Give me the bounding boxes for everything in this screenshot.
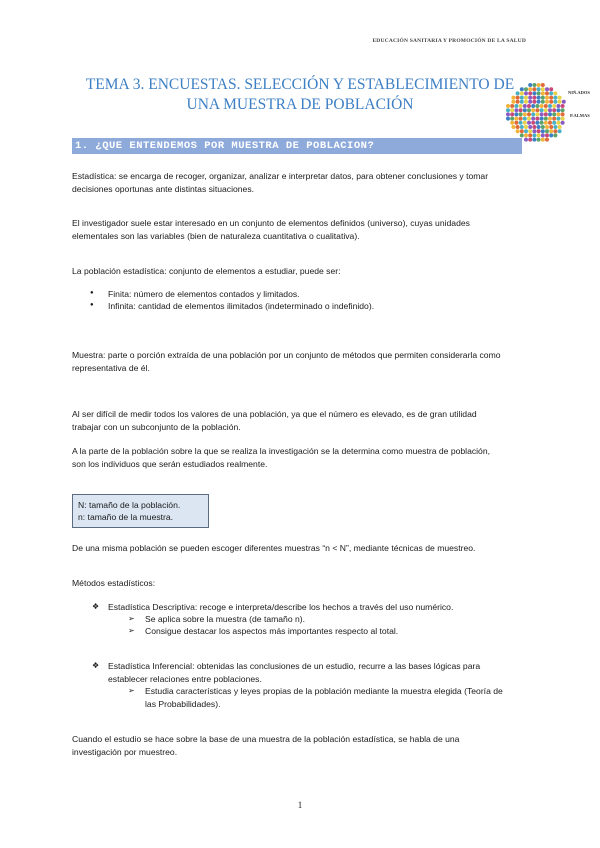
logo-dot [553,96,557,100]
text-line: Muestra: parte o porción extraída de una población por un conjunto de métodos que permiten considerarla como [72,350,501,360]
logo-dot [562,100,566,104]
list-item-inf-sub1 [145,685,530,710]
logo-dot [549,133,553,137]
logo-dot [519,121,523,125]
text-line: Estadística Inferencial: obtenidas las conclusiones de un estudio, recurre a las bases lógicas para [108,661,481,671]
arrow-bullet-icon: ➢ [128,614,135,623]
logo-dot [548,108,552,112]
logo-dot [552,112,556,116]
logo-dot [519,108,523,112]
paragraph-parte [72,445,532,470]
logo-dot [520,133,524,137]
logo-dot [514,121,518,125]
text-line: trabajar con un subconjunto de la población. [72,421,241,432]
logo-dot [524,138,528,142]
logo-dot [532,138,536,142]
logo-dot [520,129,524,133]
list-item-desc-sub2: Consigue destacar los aspectos más importantes respecto al total. [145,626,399,636]
text-line: A la parte de la población sobre la que se realiza la investigación se la determina como muestra de población, [72,446,491,456]
logo-dot [553,129,557,133]
logo-dot [553,91,557,95]
text-line: El investigador suele estar interesado en un conjunto de elementos definidos (universo), cuyas unidades [72,218,470,228]
logo-dot [510,117,514,121]
logo-dot [523,104,527,108]
logo-dot [528,100,532,104]
logo-dot [544,104,548,108]
logo-dot [549,129,553,133]
logo-dot [541,83,545,87]
logo-dot [532,133,536,137]
logo-dot [511,96,515,100]
logo-dot [516,100,520,104]
logo-dot [524,129,528,133]
logo-dot [535,121,539,125]
logo-dot [537,133,541,137]
logo-dot [535,108,539,112]
logo-dot [553,133,557,137]
logo-dot [516,125,520,129]
arrow-bullet-icon: ➢ [128,626,135,635]
logo-dot [541,91,545,95]
logo-dot [514,117,518,121]
definition-box [72,494,209,528]
text-line: Al ser difícil de medir todos los valores de una población, ya que el número es elevado, es de gran utilidad [72,409,477,419]
paragraph-metodos: Métodos estadísticos: [72,578,156,588]
diamond-bullet-icon: ❖ [92,602,100,611]
logo-dot [535,117,539,121]
page-title [80,75,520,115]
logo-dot [561,108,565,112]
logo-dot [532,83,536,87]
logo-dot [544,121,548,125]
logo-dot [523,117,527,121]
logo-dot [541,96,545,100]
logo-dot [506,108,510,112]
logo-dot [545,129,549,133]
definition-line-n: n: tamaño de la muestra. [78,512,174,522]
logo-dot [561,104,565,108]
logo [505,82,567,144]
arrow-bullet-icon: ➢ [128,686,135,695]
logo-dot [561,112,565,116]
text-line: Estadística: se encarga de recoger, organizar, analizar e interpretar datos, para obtener conclusiones y tomar [72,171,489,181]
logo-dot [528,87,532,91]
logo-dot [549,125,553,129]
section-heading-bar [72,138,522,154]
running-header: EDUCACIÓN SANITARIA Y PROMOCIÓN DE LA SALUD [372,38,526,44]
logo-dot [528,96,532,100]
paragraph-estadistica [72,170,532,195]
logo-dot [516,91,520,95]
logo-dot [552,121,556,125]
logo-dot [552,117,556,121]
logo-dot [523,108,527,112]
logo-dot [552,108,556,112]
logo-dot [524,91,528,95]
logo-dot [537,129,541,133]
logo-dot [544,108,548,112]
logo-dot [549,96,553,100]
logo-dot [548,117,552,121]
logo-dot [511,125,515,129]
logo-dot [510,112,514,116]
logo-dot [545,100,549,104]
logo-dot [556,108,560,112]
paragraph-investigador [72,217,532,242]
logo-dot [531,121,535,125]
logo-dot [524,87,528,91]
logo-dot [540,121,544,125]
logo-dot [510,121,514,125]
text-line: Estudia características y leyes propias de la población mediante la muestra elegida (Teoría de [145,686,503,696]
page-number: 1 [297,800,303,810]
logo-dot [553,125,557,129]
logo-dot [531,117,535,121]
logo-tag-bottom: P.ALMAS [570,113,590,118]
logo-dot [532,125,536,129]
list-item-infinita: Infinita: cantidad de elementos ilimitados (indeterminado o indefinido). [108,301,375,311]
logo-dot [556,112,560,116]
logo-dot [548,112,552,116]
logo-dot [549,100,553,104]
logo-dot [540,117,544,121]
logo-dot [541,129,545,133]
logo-dot [516,96,520,100]
logo-dot [528,138,532,142]
logo-dot [558,96,562,100]
paragraph-dificil [72,408,532,433]
logo-dot [527,112,531,116]
logo-dot [540,108,544,112]
logo-dot [524,133,528,137]
logo-dot [545,87,549,91]
list-item-desc-sub1: Se aplica sobre la muestra (de tamaño n). [145,614,306,624]
logo-dot [541,133,545,137]
logo-dot [544,117,548,121]
logo-dot [527,104,531,108]
logo-dot [548,104,552,108]
title-line-2: UNA MUESTRA DE POBLACIÓN [186,96,414,113]
logo-dot [528,125,532,129]
logo-dot [537,125,541,129]
logo-dot [558,129,562,133]
logo-dot [540,104,544,108]
bullet-dot-icon: ● [90,290,94,296]
logo-dot [561,121,565,125]
logo-dot [506,104,510,108]
logo-dot [506,112,510,116]
logo-dot [506,117,510,121]
paragraph-muestra [72,349,532,374]
diamond-bullet-icon: ❖ [92,661,100,670]
logo-circle-icon [505,82,567,144]
logo-dot [558,100,562,104]
logo-dot [541,138,545,142]
logo-dot [535,104,539,108]
logo-dot [532,129,536,133]
logo-dot [548,121,552,125]
logo-dot [523,112,527,116]
logo-dot [528,129,532,133]
logo-dot [532,96,536,100]
logo-dot [558,125,562,129]
section-heading: 1. ¿QUE ENTENDEMOS POR MUESTRA DE POBLACION? [75,140,375,152]
logo-dot [540,112,544,116]
logo-dot [510,104,514,108]
logo-dot [511,100,515,104]
logo-dot [544,112,548,116]
logo-dot [537,87,541,91]
logo-dot [537,100,541,104]
logo-dot [531,108,535,112]
text-line: elementales son las variables (bien de naturaleza cuantitativa o cualitativa). [72,230,360,241]
logo-dot [541,87,545,91]
list-item-inferencial [108,660,528,685]
text-line: establecer relaciones entre poblaciones. [108,673,262,684]
logo-dot [535,112,539,116]
logo-tag-top: NIÑ.ADOS [568,90,590,95]
paragraph-poblacion: La población estadística: conjunto de elementos a estudiar, puede ser: [72,266,341,276]
logo-dot [520,96,524,100]
logo-dot [561,117,565,121]
paragraph-cuando [72,733,532,758]
logo-dot [516,129,520,133]
logo-dot [523,121,527,125]
logo-dot [552,104,556,108]
logo-dot [553,100,557,104]
logo-dot [545,96,549,100]
logo-dot [527,121,531,125]
logo-dot [556,117,560,121]
logo-dot [556,121,560,125]
logo-dot [537,138,541,142]
logo-dot [541,100,545,104]
logo-dot [556,104,560,108]
logo-dot [549,87,553,91]
logo-dot [532,91,536,95]
text-line: Cuando el estudio se hace sobre la base de una muestra de la población estadística, se habla de una [72,734,460,744]
logo-dot [528,91,532,95]
list-item-finita: Finita: número de elementos contados y limitados. [108,289,300,299]
logo-dot [541,125,545,129]
logo-dot [537,83,541,87]
text-line: son los individuos que serán estudiados realmente. [72,458,268,469]
logo-dot [545,91,549,95]
bullet-dot-icon: ● [90,302,94,308]
logo-dot [510,108,514,112]
logo-dot [524,100,528,104]
text-line: investigación por muestreo. [72,746,178,757]
logo-dot [545,133,549,137]
logo-dot [545,138,549,142]
list-item-descriptiva: Estadística Descriptiva: recoge e interpreta/describe los hechos a través del uso numérico. [108,602,454,612]
logo-dot [524,96,528,100]
logo-dot [520,125,524,129]
paragraph-misma: De una misma población se pueden escoger diferentes muestras “n < N”, mediante técnicas de muestreo. [72,543,476,553]
logo-dot [514,104,518,108]
text-line: las Probabilidades). [145,698,221,709]
logo-dot [537,96,541,100]
logo-dot [527,117,531,121]
logo-dot [532,87,536,91]
title-line-1: TEMA 3. ENCUESTAS. SELECCIÓN Y ESTABLECIMIENTO DE [85,76,515,93]
logo-dot [520,87,524,91]
logo-dot [532,100,536,104]
logo-dot [528,133,532,137]
logo-dot [520,91,524,95]
text-line: decisiones oportunas ante distintas situaciones. [72,183,255,194]
logo-dot [549,91,553,95]
text-line: representativa de él. [72,362,150,373]
logo-dot [514,108,518,112]
logo-dot [537,91,541,95]
logo-dot [519,104,523,108]
logo-dot [527,108,531,112]
logo-dot [524,125,528,129]
logo-dot [519,112,523,116]
logo-dot [514,112,518,116]
logo-dot [545,125,549,129]
logo-dot [531,104,535,108]
logo-dot [520,100,524,104]
logo-dot [528,83,532,87]
logo-dot [531,112,535,116]
definition-line-N: N: tamaño de la población. [78,500,181,510]
logo-dot [519,117,523,121]
